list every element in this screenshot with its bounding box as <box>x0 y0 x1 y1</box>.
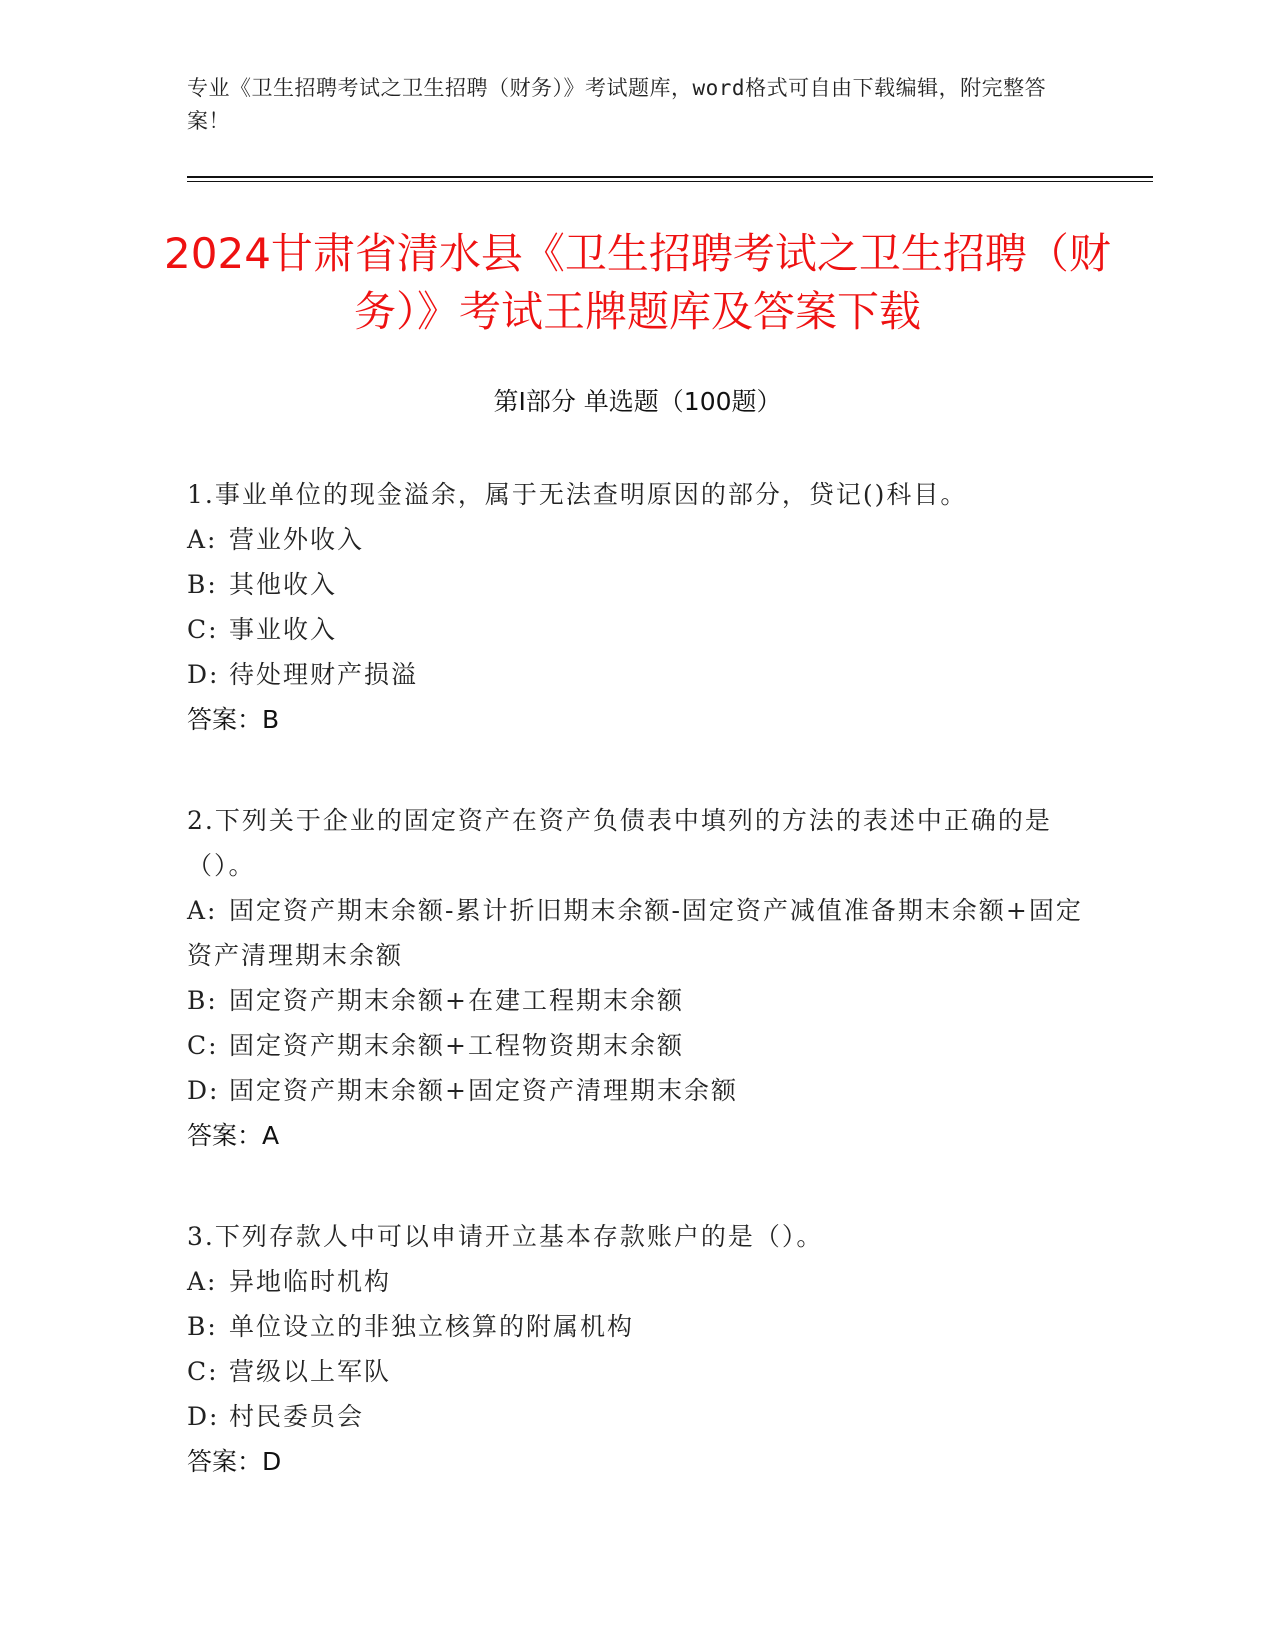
question-1 <box>187 472 1087 742</box>
option-key: C: <box>187 1357 219 1386</box>
option-d <box>187 1068 1087 1113</box>
option-key: B: <box>187 570 218 599</box>
header-note: 专业《卫生招聘考试之卫生招聘（财务）》考试题库，word格式可自由下载编辑，附完整答案！ <box>187 76 1047 133</box>
option-text: 单位设立的非独立核算的附属机构 <box>229 1312 635 1341</box>
section-heading: 第Ⅰ部分 单选题（100题） <box>493 387 782 416</box>
option-text: 事业收入 <box>229 615 338 644</box>
document-title: 2024甘肃省清水县《卫生招聘考试之卫生招聘（财务）》考试王牌题库及答案下载 <box>164 229 1111 336</box>
question-stem: 2.下列关于企业的固定资产在资产负债表中填列的方法的表述中正确的是（）。 <box>187 806 1052 880</box>
option-c <box>187 607 1087 652</box>
option-text: 营级以上军队 <box>229 1357 392 1386</box>
option-text: 营业外收入 <box>229 525 365 554</box>
option-key: B: <box>187 1312 218 1341</box>
option-c <box>187 1349 1087 1394</box>
option-key: D: <box>187 1402 220 1431</box>
option-a <box>187 517 1087 562</box>
option-b <box>187 562 1087 607</box>
option-text: 异地临时机构 <box>229 1267 392 1296</box>
option-key: A: <box>187 896 218 925</box>
option-text: 固定资产期末余额+固定资产清理期末余额 <box>229 1076 738 1105</box>
option-key: D: <box>187 1076 220 1105</box>
option-key: D: <box>187 660 220 689</box>
option-d <box>187 1394 1087 1439</box>
header-rule <box>187 176 1153 178</box>
option-text: 固定资产期末余额+工程物资期末余额 <box>229 1031 684 1060</box>
option-d <box>187 652 1087 697</box>
option-text: 其他收入 <box>229 570 338 599</box>
question-spacer <box>187 742 1087 798</box>
option-text: 村民委员会 <box>229 1402 365 1431</box>
option-key: C: <box>187 615 219 644</box>
question-list <box>187 472 1087 1484</box>
option-text: 待处理财产损溢 <box>229 660 419 689</box>
answer: 答案：A <box>187 1121 280 1150</box>
question-2 <box>187 798 1087 1158</box>
option-key: C: <box>187 1031 219 1060</box>
option-key: B: <box>187 986 218 1015</box>
question-3 <box>187 1214 1087 1484</box>
option-a <box>187 1259 1087 1304</box>
question-stem: 3.下列存款人中可以申请开立基本存款账户的是（）。 <box>187 1222 824 1251</box>
answer: 答案：B <box>187 705 280 734</box>
answer: 答案：D <box>187 1447 282 1476</box>
option-key: A: <box>187 525 218 554</box>
option-key: A: <box>187 1267 218 1296</box>
question-spacer <box>187 1158 1087 1214</box>
option-text: 固定资产期末余额-累计折旧期末余额-固定资产减值准备期末余额+固定资产清理期末余额 <box>187 896 1083 970</box>
question-stem: 1.事业单位的现金溢余，属于无法查明原因的部分，贷记()科目。 <box>187 480 968 509</box>
header-rule-thin <box>187 181 1153 182</box>
option-a <box>187 888 1087 978</box>
option-text: 固定资产期末余额+在建工程期末余额 <box>229 986 684 1015</box>
option-c <box>187 1023 1087 1068</box>
option-b <box>187 978 1087 1023</box>
option-b <box>187 1304 1087 1349</box>
